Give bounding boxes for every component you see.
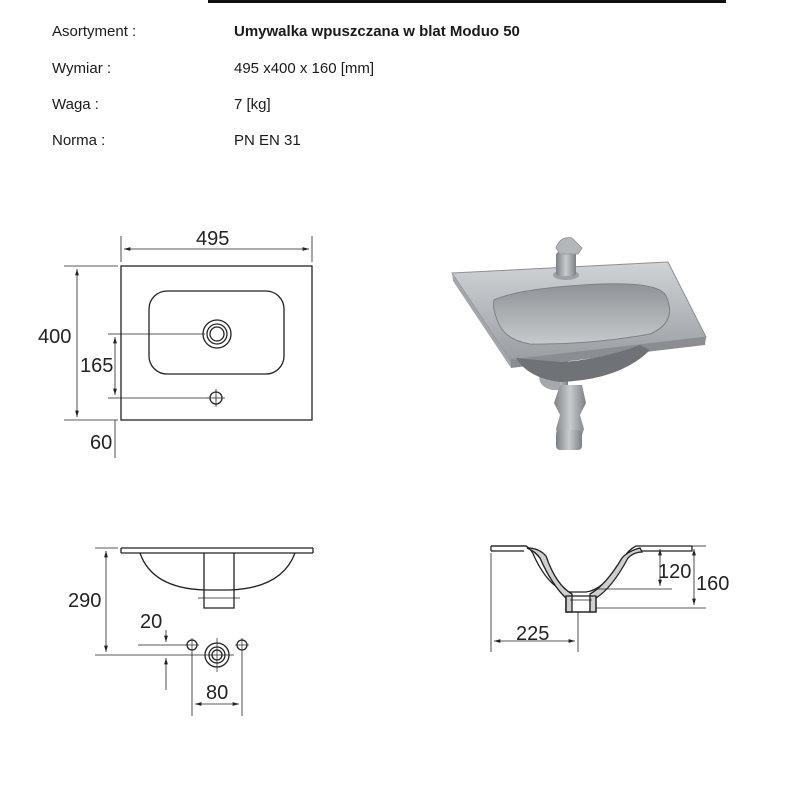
dim-front-offset: 20 xyxy=(140,611,163,633)
dim-total-depth: 160 xyxy=(696,573,730,595)
front-bowl-profile xyxy=(140,553,295,590)
basin-3d-render xyxy=(452,238,706,450)
dim-inner-depth: 120 xyxy=(658,561,692,583)
spec-value: Umywalka wpuszczana w blat Moduo 50 xyxy=(234,23,520,40)
spec-value: 7 [kg] xyxy=(234,96,271,113)
spec-label: Norma : xyxy=(52,132,106,149)
dim-hole-spacing: 80 xyxy=(206,682,229,704)
dim-front-height: 290 xyxy=(68,590,102,612)
spec-value: PN EN 31 xyxy=(234,132,301,149)
dim-side-width: 225 xyxy=(516,623,550,645)
drain-hole xyxy=(210,327,224,341)
dim-hole-offset: 165 xyxy=(80,355,114,377)
dim-top-width: 495 xyxy=(196,228,230,250)
spec-label: Asortyment : xyxy=(52,23,137,40)
dim-bottom-offset: 60 xyxy=(90,432,113,454)
top-view-bowl xyxy=(149,291,284,374)
front-drain-body xyxy=(204,553,234,608)
top-view-drawing xyxy=(64,236,312,458)
spec-label: Waga : xyxy=(52,96,99,113)
spec-label: Wymiar : xyxy=(52,60,112,77)
front-view-drawing xyxy=(95,548,313,716)
dim-top-height: 400 xyxy=(38,326,72,348)
spec-value: 495 x400 x 160 [mm] xyxy=(234,60,375,77)
